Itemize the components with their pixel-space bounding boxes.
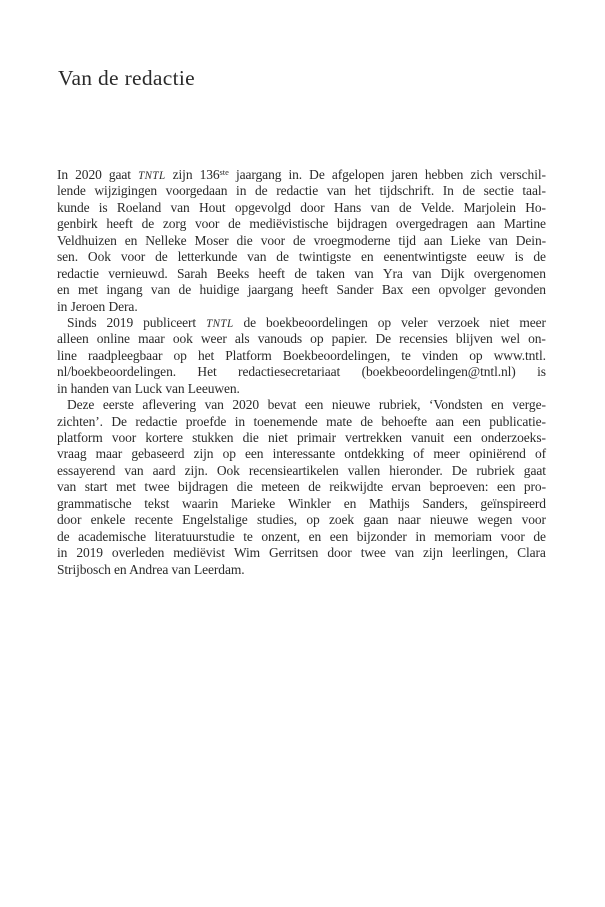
text-line: In 2020 gaat TNTL zijn 136ste jaargang in. De afgelopen jaren hebben zich verschil- [57, 167, 546, 182]
text-line: genbirk heeft de zorg voor de mediëvistische bijdragen overgedragen aan Martine [57, 216, 546, 232]
body-text [57, 167, 546, 578]
text-line: in 2019 overleden mediëvist Wim Gerritsen door twee van zijn leerlingen, Clara [57, 545, 546, 561]
text-line: de academische literatuurstudie te onzent, en een bijzonder in memoriam voor de [57, 528, 546, 544]
text-line: grammatische tekst waarin Marieke Winkler en Mathijs Sanders, geïnspireerd [57, 495, 546, 511]
text-line: Strijbosch en Andrea van Leerdam. [57, 561, 245, 577]
text-line: line raadpleegbaar op het Platform Boekbeoordelingen, te vinden op www.tntl. [57, 347, 546, 363]
text-line: Sinds 2019 publiceert TNTL de boekbeoordelingen op veler verzoek niet meer [67, 314, 546, 330]
text-line: in handen van Luck van Leeuwen. [57, 380, 240, 396]
text-line: lende wijzigingen voorgedaan in de redactie van het tijdschrift. In de sectie taal- [57, 183, 546, 199]
page-title: Van de redactie [58, 66, 196, 90]
text-line: redactie vernieuwd. Sarah Beeks heeft de taken van Yra van Dijk overgenomen [57, 265, 546, 281]
text-line: nl/boekbeoordelingen. Het redactiesecretariaat (boekbeoordelingen@tntl.nl) is [57, 364, 546, 380]
text-line: Deze eerste aflevering van 2020 bevat een nieuwe rubriek, ‘Vondsten en verge- [67, 397, 546, 413]
text-line: en met ingang van de huidige jaargang heeft Sander Bax een opvolger gevonden [57, 282, 546, 298]
text-line: essayerend van aard zijn. Ook recensieartikelen vallen hieronder. De rubriek gaat [57, 462, 546, 478]
text-line: vraag maar gebaseerd zijn op een interessante ontdekking of meer opiniërend of [57, 446, 546, 462]
text-line: door enkele recente Engelstalige studies, op zoek gaan naar nieuwe wegen voor [57, 512, 546, 528]
text-line: platform voor kortere stukken die niet primair vertrekken vanuit een onderzoeks- [57, 430, 546, 445]
text-line: van start met twee bijdragen die meteen de reikwijdte ervan beproeven: een pro- [57, 479, 546, 495]
text-line: kunde is Roeland van Hout opgevolgd door Hans van de Velde. Marjolein Ho- [57, 199, 546, 215]
text-line: alleen online maar ook weer als vanouds op papier. De recensies blijven wel on- [57, 331, 546, 347]
text-line: in Jeroen Dera. [57, 298, 138, 314]
text-line: Veldhuizen en Nelleke Moser die voor de vroegmoderne tijd aan Lieke van Dein- [57, 232, 546, 248]
text-line: sen. Ook voor de letterkunde van de twintigste en eenentwintigste eeuw is de [57, 249, 546, 265]
text-line: zichten’. De redactie proefde in toenemende mate de behoefte aan een publicatie- [57, 413, 546, 429]
